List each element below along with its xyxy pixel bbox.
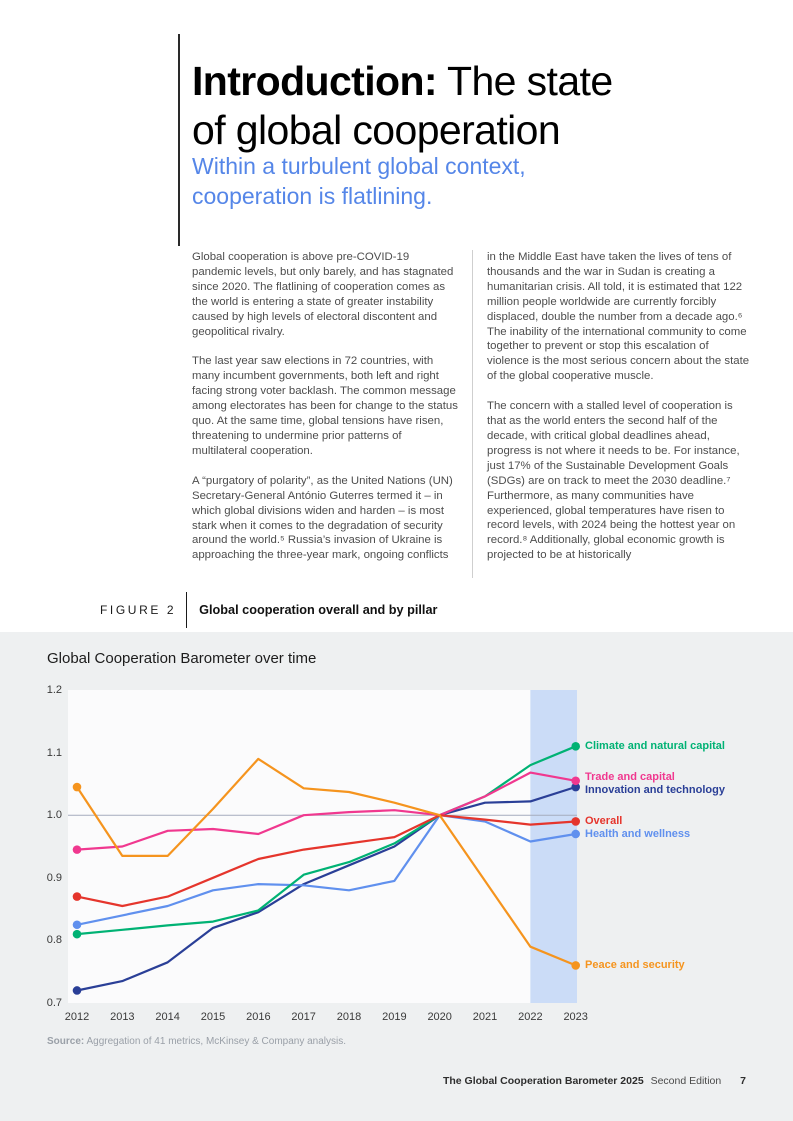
chart-title: Global Cooperation Barometer over time bbox=[47, 650, 317, 667]
paragraph: Global cooperation is above pre-COVID-19 pandemic levels, but only barely, and has stagnated since 2020. The flatlining of cooperation comes as the world is entering a state of greater instability caused by high levels of electoral discontent and geopolitical rivalry. bbox=[192, 251, 454, 338]
body-column-right bbox=[487, 250, 753, 578]
legend-label-health-and-wellness: Health and wellness bbox=[585, 828, 691, 841]
series-endpoint-dot-health-and-wellness bbox=[571, 830, 580, 839]
x-tick-label: 2015 bbox=[200, 1011, 226, 1023]
x-tick-label: 2022 bbox=[518, 1011, 543, 1023]
legend-label-overall: Overall bbox=[585, 815, 623, 828]
x-tick-label: 2012 bbox=[64, 1011, 90, 1023]
page-title-rest: The state bbox=[436, 58, 613, 105]
series-endpoint-dot-trade-and-capital bbox=[73, 845, 82, 854]
series-endpoint-dot-peace-and-security bbox=[73, 783, 82, 792]
series-endpoint-dot-innovation-and-technology bbox=[73, 986, 82, 995]
x-tick-label: 2014 bbox=[155, 1011, 180, 1023]
x-tick-label: 2017 bbox=[291, 1011, 316, 1023]
column-divider bbox=[472, 250, 473, 578]
chart-section bbox=[0, 632, 793, 1121]
series-endpoint-dot-peace-and-security bbox=[571, 961, 580, 970]
x-tick-label: 2018 bbox=[336, 1011, 362, 1023]
series-endpoint-dot-trade-and-capital bbox=[571, 776, 580, 785]
y-tick-label: 0.8 bbox=[46, 934, 62, 947]
page-title-bold: Introduction: bbox=[192, 58, 437, 105]
source-label: Source: bbox=[47, 1036, 85, 1047]
body-columns bbox=[192, 250, 758, 578]
body-column-left bbox=[192, 250, 472, 578]
source-note bbox=[47, 1036, 346, 1047]
series-endpoint-dot-climate-and-natural-capital bbox=[73, 930, 82, 939]
x-tick-label: 2013 bbox=[110, 1011, 135, 1023]
figure-number-label: FIGURE 2 bbox=[100, 603, 177, 617]
footer-report-title: The Global Cooperation Barometer 2025 bbox=[442, 1075, 644, 1087]
series-line-climate-and-natural-capital bbox=[77, 746, 576, 934]
legend-label-climate-and-natural-capital: Climate and natural capital bbox=[585, 740, 725, 753]
figure-header-divider bbox=[186, 592, 187, 628]
series-endpoint-dot-health-and-wellness bbox=[73, 920, 82, 929]
y-tick-label: 1.2 bbox=[46, 684, 62, 696]
y-tick-label: 0.9 bbox=[46, 871, 62, 884]
figure-header bbox=[100, 592, 437, 628]
page-title bbox=[192, 57, 752, 155]
source-text: Aggregation of 41 metrics, McKinsey & Company analysis. bbox=[86, 1036, 347, 1047]
paragraph: The concern with a stalled level of cooperation is that as the world enters the second half of the decade, with critical global deadlines ahead, progress is not where it needs to be. For instance, just 17% of the Sustainable Development Goals (SDGs) are on track to meet the 2030 deadline.⁷ Furthermore, as many communities have experienced, global temperatures have risen to record levels, with 2024 being the hottest year on record.⁸ Additionally, global economic growth is projected to be at historically bbox=[487, 400, 740, 562]
footer-edition: Second Edition bbox=[650, 1075, 722, 1087]
paragraph: A “purgatory of polarity”, as the United Nations (UN) Secretary-General António Guterres termed it – in which global divisions widen and harden – is most stark when it comes to the degradation of security around the world.⁵ Russia’s invasion of Ukraine is approaching the three-year mark, ongoing conflicts bbox=[192, 474, 453, 562]
chart-plot-area bbox=[68, 690, 577, 1003]
series-endpoint-dot-overall bbox=[73, 892, 82, 901]
y-tick-label: 0.7 bbox=[46, 997, 62, 1009]
legend-label-innovation-and-technology: Innovation and technology bbox=[585, 784, 725, 797]
footer-page-number: 7 bbox=[740, 1075, 746, 1087]
series-endpoint-dot-climate-and-natural-capital bbox=[571, 742, 580, 751]
legend-label-peace-and-security: Peace and security bbox=[585, 959, 685, 972]
line-chart bbox=[68, 690, 577, 1003]
y-tick-label: 1.1 bbox=[46, 746, 62, 759]
paragraph: The last year saw elections in 72 countries, with many incumbent governments, both left and right facing strong voter backlash. The common message among electorates has been for change to the status quo. At the same time, global tensions have risen, threatening to undermine prior patterns of multilateral cooperation. bbox=[192, 355, 458, 457]
figure-title: Global cooperation overall and by pillar bbox=[199, 603, 438, 617]
page-footer bbox=[443, 1075, 746, 1087]
paragraph: in the Middle East have taken the lives of tens of thousands and the war in Sudan is creating a humanitarian crisis. All told, it is estimated that 122 million people worldwide are currently forcibly displaced, double the number from a decade ago.⁶ The inability of the international community to come together to prevent or stop this escalation of violence is the most serious concern about the state of the global cooperative muscle. bbox=[487, 251, 750, 383]
x-tick-label: 2023 bbox=[563, 1011, 588, 1023]
page-title-line2: of global cooperation bbox=[192, 107, 561, 154]
x-tick-label: 2019 bbox=[382, 1011, 407, 1023]
y-tick-label: 1.0 bbox=[46, 809, 62, 822]
series-endpoint-dot-overall bbox=[571, 817, 580, 826]
legend-label-trade-and-capital: Trade and capital bbox=[585, 771, 675, 784]
x-tick-label: 2021 bbox=[472, 1011, 498, 1023]
series-line-health-and-wellness bbox=[77, 815, 576, 925]
page-subtitle: Within a turbulent global context, cooperation is flatlining. bbox=[192, 153, 526, 209]
title-vertical-rule bbox=[178, 34, 180, 246]
x-tick-label: 2016 bbox=[246, 1011, 271, 1023]
series-line-peace-and-security bbox=[77, 759, 576, 966]
x-tick-label: 2020 bbox=[427, 1011, 452, 1023]
